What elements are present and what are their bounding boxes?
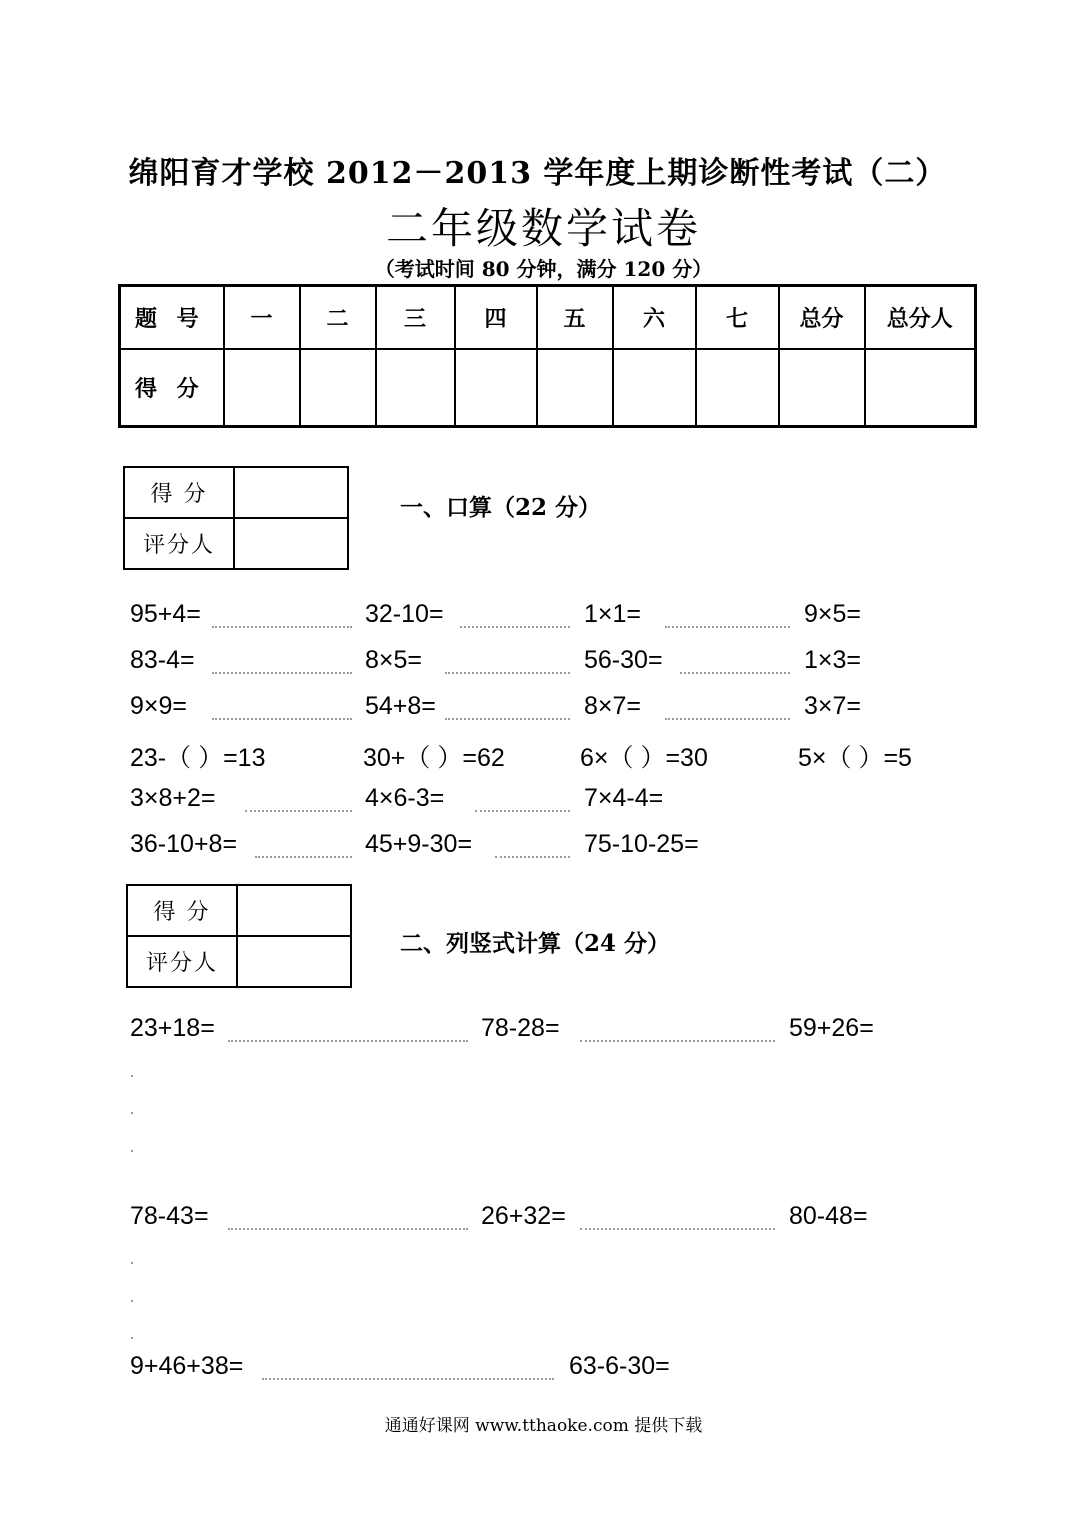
footer-source: 通通好课网 www.tthaoke.com 提供下载: [384, 1416, 703, 1436]
problem: 32-10=: [365, 600, 444, 628]
column-header: 总分: [779, 286, 865, 349]
problem: 30+（ ）=62: [363, 744, 505, 772]
score-summary-table: [118, 284, 977, 428]
problem: 8×5=: [365, 646, 423, 674]
score-cell: [613, 349, 696, 427]
problem: 83-4=: [130, 646, 195, 674]
problem: 63-6-30=: [569, 1352, 670, 1380]
answer-dotted-line: [665, 718, 790, 720]
problem: 5×（ ）=5: [798, 744, 912, 772]
score-value-cell: [237, 885, 351, 936]
column-header: 六: [613, 286, 696, 349]
problem: 54+8=: [365, 692, 436, 720]
question-number-row: [120, 286, 976, 349]
answer-dotted-line: [475, 810, 570, 812]
problem: 6×（ ）=30: [580, 744, 708, 772]
problem: 9+46+38=: [130, 1352, 244, 1380]
column-header: 四: [455, 286, 537, 349]
row-label-question-number: 题 号: [120, 286, 224, 349]
score-cell: [376, 349, 455, 427]
answer-dotted-line: [228, 1040, 468, 1042]
problem: 56-30=: [584, 646, 663, 674]
problem: 36-10+8=: [130, 830, 238, 858]
problem: 4×6-3=: [365, 784, 445, 812]
work-space-marker: [131, 1337, 133, 1339]
score-row: [120, 349, 976, 427]
column-header: 七: [696, 286, 779, 349]
answer-dotted-line: [262, 1378, 554, 1380]
problem: 8×7=: [584, 692, 642, 720]
answer-dotted-line: [580, 1228, 775, 1230]
score-cell: [865, 349, 976, 427]
problem: 1×1=: [584, 600, 642, 628]
problem: 23+18=: [130, 1014, 215, 1042]
grader-label: 评分人: [127, 936, 237, 987]
exam-info: （考试时间 80 分钟，满分 120 分）: [374, 257, 713, 281]
score-label: 得 分: [127, 885, 237, 936]
score-label: 得 分: [124, 467, 234, 518]
work-space-marker: [131, 1300, 133, 1302]
score-value-cell: [234, 467, 348, 518]
score-cell: [300, 349, 376, 427]
problem: 80-48=: [789, 1202, 868, 1230]
grader-value-cell: [234, 518, 348, 569]
score-cell: [224, 349, 300, 427]
problem: 59+26=: [789, 1014, 874, 1042]
answer-dotted-line: [580, 1040, 775, 1042]
answer-dotted-line: [680, 672, 790, 674]
section2-heading: 二、列竖式计算（24 分）: [400, 930, 671, 957]
problem: 75-10-25=: [584, 830, 699, 858]
grader-label: 评分人: [124, 518, 234, 569]
work-space-marker: [131, 1075, 133, 1077]
answer-dotted-line: [212, 672, 352, 674]
score-cell: [537, 349, 613, 427]
problem: 3×8+2=: [130, 784, 216, 812]
work-space-marker: [131, 1150, 133, 1152]
section1-heading: 一、口算（22 分）: [400, 494, 602, 521]
answer-dotted-line: [245, 810, 352, 812]
problem: 9×5=: [804, 600, 862, 628]
problem: 3×7=: [804, 692, 862, 720]
work-space-marker: [131, 1262, 133, 1264]
answer-dotted-line: [445, 672, 570, 674]
problem: 1×3=: [804, 646, 862, 674]
paper-title: 二年级数学试卷: [385, 204, 701, 253]
problem: 78-28=: [481, 1014, 560, 1042]
answer-dotted-line: [665, 626, 790, 628]
answer-dotted-line: [255, 856, 352, 858]
score-cell: [779, 349, 865, 427]
problem: 9×9=: [130, 692, 188, 720]
answer-dotted-line: [212, 626, 352, 628]
answer-dotted-line: [445, 718, 570, 720]
score-cell: [696, 349, 779, 427]
problem: 95+4=: [130, 600, 201, 628]
work-space-marker: [131, 1112, 133, 1114]
grader-value-cell: [237, 936, 351, 987]
column-header: 总分人: [865, 286, 976, 349]
answer-dotted-line: [460, 626, 570, 628]
problem: 78-43=: [130, 1202, 209, 1230]
problem: 45+9-30=: [365, 830, 473, 858]
problem: 7×4-4=: [584, 784, 664, 812]
problem: 26+32=: [481, 1202, 566, 1230]
answer-dotted-line: [228, 1228, 468, 1230]
answer-dotted-line: [495, 856, 570, 858]
column-header: 五: [537, 286, 613, 349]
section2-score-box: [126, 884, 352, 988]
section1-score-box: [123, 466, 349, 570]
column-header: 一: [224, 286, 300, 349]
problem: 23-（ ）=13: [130, 744, 266, 772]
column-header: 三: [376, 286, 455, 349]
answer-dotted-line: [212, 718, 352, 720]
school-title: 绵阳育才学校 2012－2013 学年度上期诊断性考试（二）: [128, 156, 947, 191]
row-label-score: 得 分: [120, 349, 224, 427]
score-cell: [455, 349, 537, 427]
column-header: 二: [300, 286, 376, 349]
